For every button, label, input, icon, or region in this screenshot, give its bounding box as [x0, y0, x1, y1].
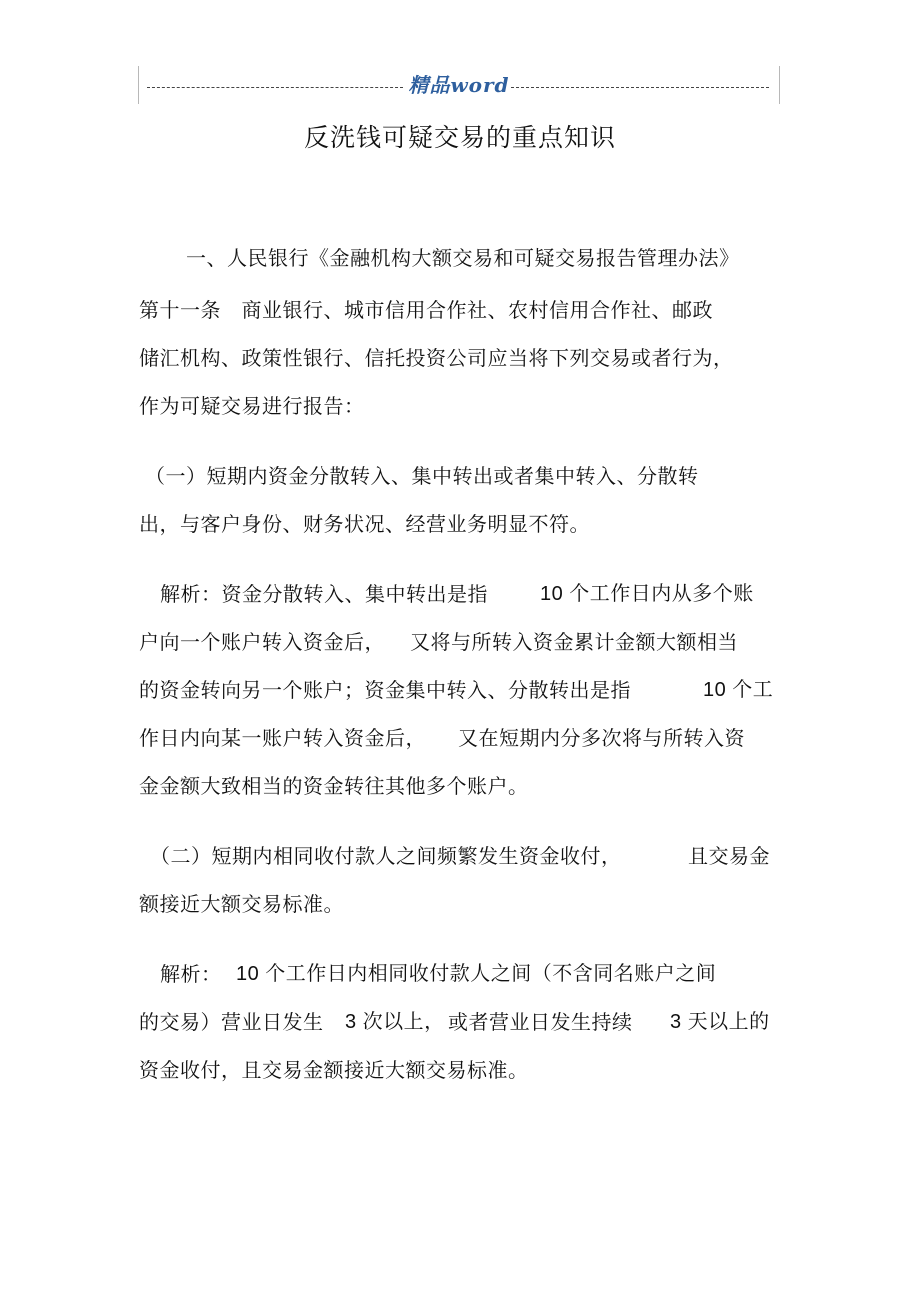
- paragraph-line: 额接近大额交易标准。: [139, 892, 344, 916]
- section-heading: 一、人民银行《金融机构大额交易和可疑交易报告管理办法》: [186, 246, 740, 270]
- paragraph-line: 又在短期内分多次将与所转入资: [458, 726, 745, 750]
- paragraph-line: 解析：: [160, 962, 222, 986]
- paragraph-line: 3 天以上的: [670, 1011, 770, 1033]
- header-badge: 精品word: [408, 73, 510, 97]
- paragraph-line: 户向一个账户转入资金后，: [139, 630, 385, 654]
- paragraph-line: 又将与所转入资金累计金额大额相当: [410, 630, 738, 654]
- paragraph-line: （一）短期内资金分散转入、集中转出或者集中转入、分散转: [145, 464, 699, 488]
- paragraph-line: 且交易金: [688, 844, 770, 868]
- page-header: [138, 66, 780, 104]
- paragraph-line: 资金收付，且交易金额接近大额交易标准。: [139, 1058, 529, 1082]
- paragraph-line: 的交易）营业日发生: [139, 1010, 324, 1034]
- paragraph-line: （二）短期内相同收付款人之间频繁发生资金收付，: [150, 844, 622, 868]
- paragraph-line: 10 个工作日内相同收付款人之间（不含同名账户之间: [236, 963, 717, 985]
- header-dashed-line-left: [147, 87, 403, 88]
- paragraph-line: 金金额大致相当的资金转往其他多个账户。: [139, 774, 529, 798]
- paragraph-line: 10 个工: [703, 679, 774, 701]
- paragraph-line: 作日内向某一账户转入资金后，: [139, 726, 426, 750]
- header-dashed-line-right: [511, 87, 769, 88]
- document-title: 反洗钱可疑交易的重点知识: [303, 123, 616, 152]
- paragraph-line: 3 次以上，: [345, 1011, 445, 1033]
- paragraph-line: 第十一条 商业银行、城市信用合作社、农村信用合作社、邮政: [139, 298, 713, 322]
- paragraph-line: 的资金转向另一个账户；资金集中转入、分散转出是指: [139, 678, 631, 702]
- paragraph-line: 出，与客户身份、财务状况、经营业务明显不符。: [139, 512, 590, 536]
- paragraph-line: 10 个工作日内从多个账: [540, 583, 754, 605]
- paragraph-line: 作为可疑交易进行报告：: [139, 394, 365, 418]
- paragraph-line: 解析：资金分散转入、集中转出是指: [160, 582, 488, 606]
- paragraph-line: 或者营业日发生持续: [448, 1010, 633, 1034]
- paragraph-line: 储汇机构、政策性银行、信托投资公司应当将下列交易或者行为，: [139, 346, 734, 370]
